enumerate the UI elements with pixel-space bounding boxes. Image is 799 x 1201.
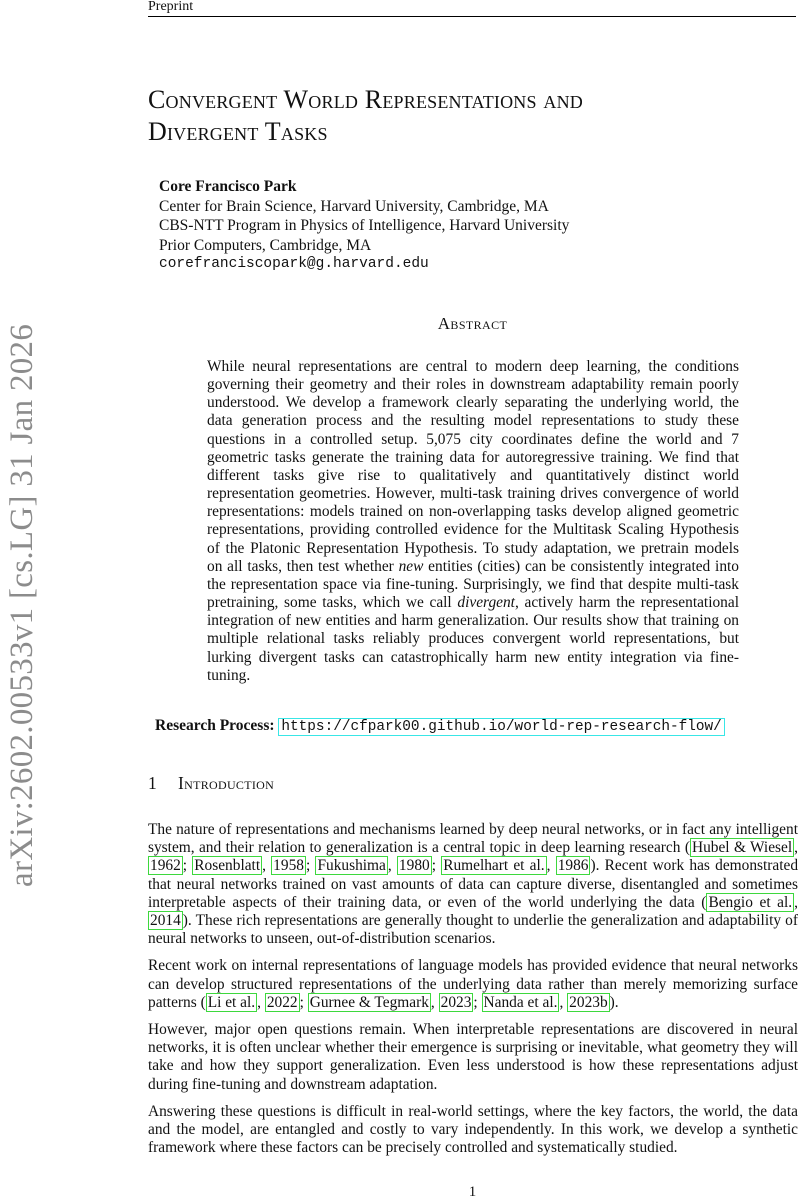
paragraph: However, major open questions remain. When interpretable representations are discovered in neural networks, it is often unclear whether their emergence is surprising or inevitable, what geometry they will take and how they support generalization. Even less understood is how these representations adjust during fine-tuning and downstream adaptation.	[148, 1021, 798, 1093]
citation-separator: ;	[299, 993, 308, 1011]
citation-link[interactable]: 2022	[266, 993, 298, 1011]
paragraph-text: ). Recent work has demonstrated that neural networks trained on vast amounts of data can capture diverse, disentangled and sometimes interpretable aspects of their training data, or even of the world underlying the data (	[148, 857, 799, 911]
paragraph-text: The nature of representations and mechanisms learned by deep neural networks, or in fact any intelligent system, and their relation to generalization is a central topic in deep learning research (	[148, 821, 798, 857]
citation-separator: ,	[430, 993, 439, 1011]
arxiv-identifier-stamp[interactable]: arXiv:2602.00533v1 [cs.LG] 31 Jan 2026	[4, 323, 40, 887]
section-number: 1	[148, 773, 158, 793]
author-email[interactable]: corefranciscopark@g.harvard.edu	[159, 256, 429, 272]
paragraph	[148, 957, 798, 1012]
paragraph-text: Recent work on internal representations of language models has provided evidence that neural networks can develop structured representations of the underlying data rather than merely memorizing surface patterns (	[148, 957, 798, 1011]
citation-separator: ,	[262, 857, 272, 875]
body-text	[148, 821, 798, 1166]
citation-separator: ;	[182, 857, 193, 875]
citation-link[interactable]: 1980	[398, 857, 430, 875]
citation-link[interactable]: Hubel & Wiesel	[691, 839, 793, 857]
author-affiliation: Prior Computers, Cambridge, MA	[159, 236, 372, 254]
research-process-line	[155, 717, 725, 735]
citation-link[interactable]: Fukushima	[317, 857, 386, 875]
citation-link[interactable]: Rumelhart et al.	[443, 857, 545, 875]
author-affiliation: CBS-NTT Program in Physics of Intelligence, Harvard University	[159, 217, 570, 234]
citation-separator: ;	[473, 993, 482, 1011]
citation-separator: ,	[387, 857, 397, 875]
citation-separator: ;	[305, 857, 316, 875]
author-name: Core Francisco Park	[159, 178, 297, 195]
section-heading	[148, 773, 274, 794]
abstract-text-part: entities (cities) can be consistently integrated into the representation space via fine-tuning. Surprisingly, we find that despite multi-task pretraining, some tasks, which we call	[207, 557, 739, 612]
title-line-1: Convergent World Representations and	[148, 85, 584, 114]
paragraph-text: ).	[609, 993, 619, 1011]
section-title: Introduction	[178, 773, 275, 793]
citation-separator: ,	[257, 993, 265, 1011]
citation-link[interactable]: Nanda et al.	[483, 993, 558, 1011]
abstract-text-part: , actively harm the representational integration of new entities and harm generalization. Our results show that training on multiple relational tasks reliably produces convergent world representations, but lurking divergent tasks can catastrophically harm new entity integration via fine-tuning.	[207, 594, 739, 684]
citation-link[interactable]: Li et al.	[207, 993, 256, 1011]
citation-link[interactable]: Gurnee & Tegmark	[309, 993, 429, 1011]
citation-separator: ,	[794, 839, 798, 857]
title-line-2: Divergent Tasks	[148, 117, 328, 146]
abstract-text-part: While neural representations are central to modern deep learning, the conditions governing their geometry and their roles in downstream adaptability remain poorly understood. We develop a framework clearly separating the underlying world, the data generation process and the resulting model representations to study these questions in a controlled setup. 5,075 city coordinates define the world and 7 geometric tasks generate the training data for autoregressive training. We find that different tasks give rise to qualitatively and quantitatively distinct world representation geometries. However, multi-task training drives convergence of world representations: models trained on non-overlapping tasks develop aligned geometric representations, providing controlled evidence for the Multitask Scaling Hypothesis of the Platonic Representation Hypothesis. To study adaptation, we pretrain models on all tasks, then test whether	[207, 358, 739, 575]
abstract-heading: Abstract	[437, 314, 508, 333]
author-block	[159, 177, 569, 275]
author-affiliation: Center for Brain Science, Harvard University, Cambridge, MA	[159, 197, 549, 215]
citation-link[interactable]: Rosenblatt	[194, 857, 261, 875]
abstract-emphasis: new	[398, 557, 424, 575]
citation-separator: ;	[431, 857, 442, 875]
running-header	[148, 0, 796, 17]
citation-link[interactable]: 2023b	[569, 993, 608, 1011]
citation-link[interactable]: 1962	[150, 857, 181, 875]
abstract-text	[207, 358, 739, 685]
citation-link[interactable]: 1958	[273, 857, 304, 875]
paragraph-text: ). These rich representations are generally thought to underlie the generalization and adaptability of neural networks to unseen, out-of-distribution scenarios.	[148, 912, 798, 948]
citation-link[interactable]: 2023	[440, 993, 472, 1011]
citation-link[interactable]: 1986	[557, 857, 589, 875]
paragraph	[148, 821, 798, 948]
citation-separator: ,	[559, 993, 568, 1011]
citation-link[interactable]: 2014	[150, 912, 181, 930]
paragraph: Answering these questions is difficult in real-world settings, where the key factors, the world, the data and the model, are entangled and costly to vary independently. In this work, we develop a synthetic framework where these factors can be precisely controlled and systematically studied.	[148, 1102, 798, 1157]
abstract-emphasis: divergent	[457, 594, 515, 612]
citation-separator: ,	[546, 857, 556, 875]
research-process-label: Research Process:	[155, 717, 275, 734]
research-process-link[interactable]: https://cfpark00.github.io/world-rep-research-flow/	[278, 718, 724, 736]
paper-title	[148, 84, 788, 148]
header-label: Preprint	[148, 0, 194, 14]
citation-link[interactable]: Bengio et al.	[708, 893, 793, 911]
page-number: 1	[468, 1184, 477, 1200]
citation-separator: ,	[794, 893, 798, 911]
